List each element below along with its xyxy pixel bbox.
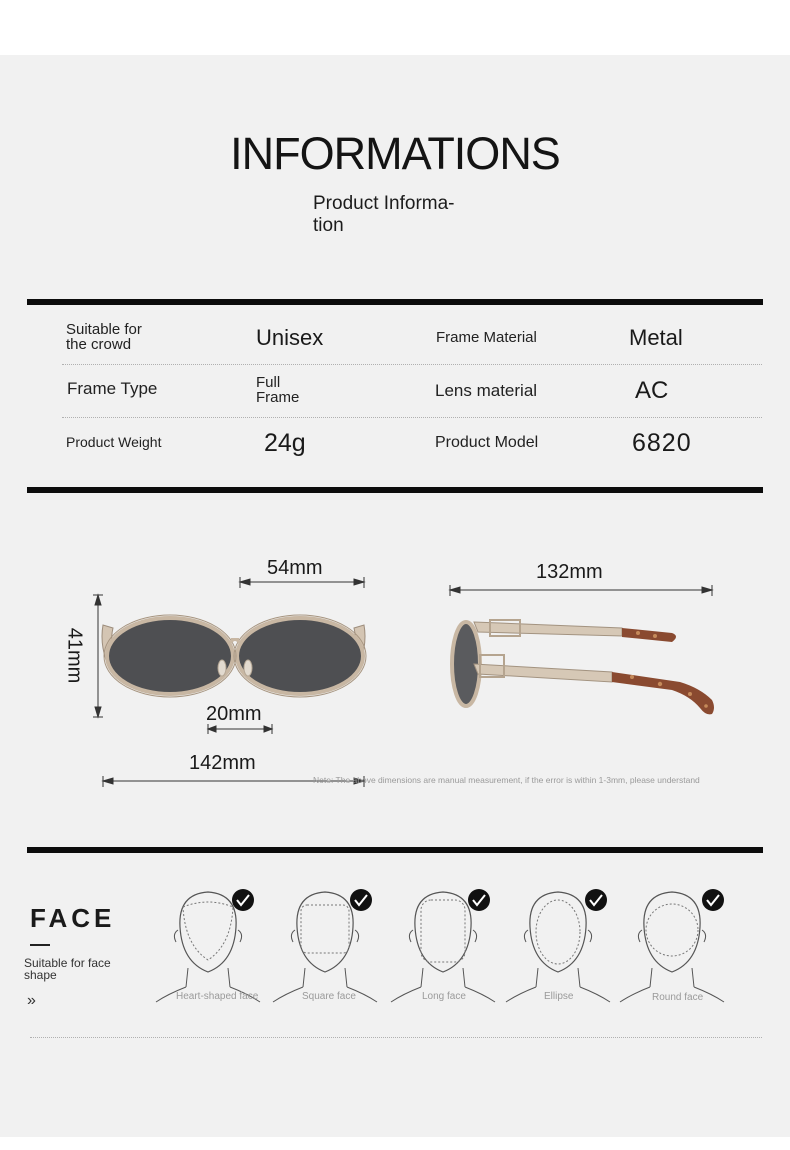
- frame-material-value: Metal: [629, 325, 683, 350]
- face-caption-heart: Heart-shaped face: [176, 991, 259, 1002]
- lens-width-label: 54mm: [267, 557, 323, 579]
- double-chevron-icon: »: [27, 992, 36, 1009]
- bridge-label: 20mm: [206, 703, 262, 725]
- check-icon: [350, 889, 372, 911]
- page-subtitle: Product Informa- tion: [313, 193, 455, 236]
- model-label: Product Model: [435, 434, 539, 451]
- weight-label: Product Weight: [66, 434, 162, 450]
- face-bottom-divider: [30, 1037, 762, 1038]
- crowd-label: Suitable for the crowd: [66, 321, 142, 353]
- crowd-value: Unisex: [256, 325, 324, 350]
- check-icon: [585, 889, 607, 911]
- check-icon: [232, 889, 254, 911]
- face-caption-ellipse: Ellipse: [544, 991, 574, 1002]
- page-title: INFORMATIONS: [230, 128, 560, 179]
- face-subtitle: Suitable for face shape: [24, 956, 111, 982]
- frame-type-value: Full Frame: [256, 374, 300, 406]
- face-caption-square: Square face: [302, 991, 356, 1002]
- frame-type-label: Frame Type: [67, 379, 158, 398]
- lens-material-value: AC: [635, 377, 669, 404]
- check-icon: [702, 889, 724, 911]
- model-value: 6820: [632, 429, 692, 457]
- face-caption-long: Long face: [422, 991, 466, 1002]
- dimension-note: Note: The above dimensions are manual measurement, if the error is within 1-3mm, please understand: [313, 775, 700, 785]
- face-title: FACE: [30, 903, 116, 933]
- frame-material-label: Frame Material: [436, 329, 537, 346]
- frame-width-label: 142mm: [189, 752, 256, 774]
- lens-material-label: Lens material: [435, 381, 538, 400]
- check-icon: [468, 889, 490, 911]
- lens-height-label: 41mm: [63, 627, 86, 684]
- temple-length-label: 132mm: [536, 561, 603, 583]
- weight-value: 24g: [264, 429, 306, 457]
- face-caption-round: Round face: [652, 992, 704, 1003]
